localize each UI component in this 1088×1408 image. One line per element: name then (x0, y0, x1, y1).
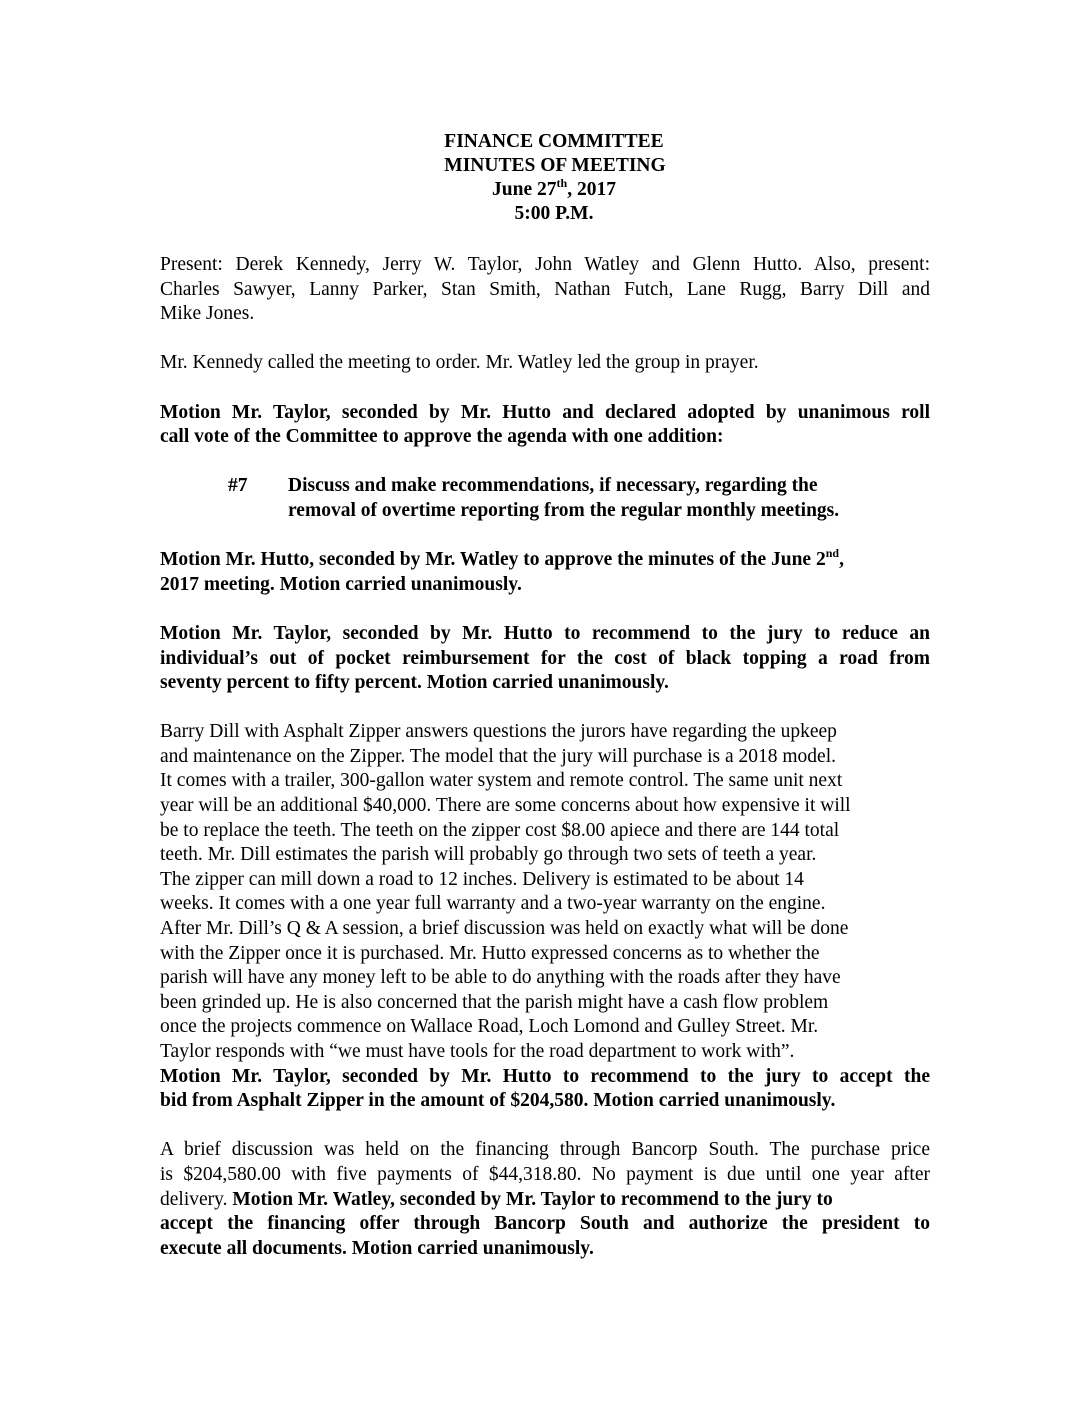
document-heading (160, 130, 930, 226)
committee-title: FINANCE COMMITTEE (444, 131, 664, 152)
zipper-discussion-line: Taylor responds with “we must have tools for the road department to work with”. (160, 1041, 795, 1062)
zipper-discussion-line: with the Zipper once it is purchased. Mr. Hutto expressed concerns as to whether the (160, 942, 820, 964)
financing-line-text: delivery. (160, 1188, 233, 1210)
minutes-page (160, 130, 930, 1286)
meeting-date (169, 178, 939, 202)
agenda-item-number: #7 (228, 475, 248, 497)
meeting-time: 5:00 P.M. (514, 203, 594, 224)
financing-line: A brief discussion was held on the financing through Bancorp South. The purchase price (160, 1139, 930, 1161)
minutes-motion-suffix: nd (825, 546, 840, 561)
financing-line (160, 1188, 930, 1213)
reimbursement-motion-line: seventy percent to fifty percent. Motion carried unanimously. (160, 672, 669, 694)
agenda-motion-paragraph (160, 401, 930, 450)
financing-motion-line: accept the financing offer through Bancorp South and authorize the president to (160, 1213, 930, 1235)
minutes-motion-comma: , (839, 549, 844, 571)
zipper-discussion-line: be to replace the teeth. The teeth on the zipper cost $8.00 apiece and there are 144 total (160, 819, 840, 841)
agenda-item-line: removal of overtime reporting from the regular monthly meetings. (288, 499, 840, 521)
financing-motion-text: Motion Mr. Watley, seconded by Mr. Taylor to recommend to the jury to (232, 1188, 833, 1210)
minutes-motion-line (160, 548, 930, 573)
zipper-discussion-line: After Mr. Dill’s Q & A session, a brief discussion was held on exactly what will be done (160, 918, 849, 940)
agenda-item-line: Discuss and make recommendations, if necessary, regarding the (288, 475, 818, 497)
zipper-discussion-line: been grinded up. He is also concerned that the parish might have a cash flow problem (160, 991, 829, 1013)
zipper-discussion-line: year will be an additional $40,000. There are some concerns about how expensive it will (160, 795, 851, 817)
attendance-line: Mike Jones. (160, 303, 255, 325)
meeting-date-suffix: th (556, 176, 568, 190)
minutes-approval-motion (160, 548, 930, 597)
attendance-paragraph (160, 253, 930, 327)
minutes-motion-text: Motion Mr. Hutto, seconded by Mr. Watley to approve the minutes of the June 2 (160, 549, 826, 571)
zipper-discussion-line: It comes with a trailer, 300-gallon water system and remote control. The same unit next (160, 770, 843, 792)
zipper-bid-motion-line: Motion Mr. Taylor, seconded by Mr. Hutto to recommend to the jury to accept the (160, 1065, 930, 1087)
zipper-bid-motion-line: bid from Asphalt Zipper in the amount of $204,580. Motion carried unanimously. (160, 1090, 836, 1112)
zipper-discussion-line: The zipper can mill down a road to 12 inches. Delivery is estimated to be about 14 (160, 868, 804, 890)
reimbursement-motion-line: individual’s out of pocket reimbursement for the cost of black topping a road from (160, 647, 930, 669)
reimbursement-motion-line: Motion Mr. Taylor, seconded by Mr. Hutto to recommend to the jury to reduce an (160, 622, 930, 644)
attendance-line: Present: Derek Kennedy, Jerry W. Taylor, John Watley and Glenn Hutto. Also, present: (160, 254, 930, 275)
zipper-discussion-paragraph (160, 720, 930, 1114)
minutes-motion-line: 2017 meeting. Motion carried unanimously. (160, 573, 522, 595)
zipper-discussion-line: weeks. It comes with a one year full warranty and a two-year warranty on the engine. (160, 893, 826, 915)
zipper-discussion-line: once the projects commence on Wallace Road, Loch Lomond and Gulley Street. Mr. (160, 1016, 819, 1038)
zipper-discussion-line: and maintenance on the Zipper. The model that the jury will purchase is a 2018 model. (160, 745, 836, 767)
agenda-addition-item (228, 474, 930, 523)
meeting-date-year: , 2017 (567, 179, 616, 200)
reimbursement-motion (160, 622, 930, 696)
agenda-motion-line: call vote of the Committee to approve the agenda with one addition: (160, 426, 724, 448)
attendance-line: Charles Sawyer, Lanny Parker, Stan Smith, Nathan Futch, Lane Rugg, Barry Dill and (160, 278, 930, 300)
financing-paragraph (160, 1138, 930, 1261)
financing-line: is $204,580.00 with five payments of $44,318.80. No payment is due until one year after (160, 1163, 930, 1185)
minutes-title: MINUTES OF MEETING (444, 155, 666, 176)
call-to-order-paragraph: Mr. Kennedy called the meeting to order. Mr. Watley led the group in prayer. (160, 352, 759, 374)
zipper-discussion-line: Barry Dill with Asphalt Zipper answers questions the jurors have regarding the upkeep (160, 721, 837, 743)
financing-motion-line: execute all documents. Motion carried unanimously. (160, 1237, 594, 1259)
agenda-motion-line: Motion Mr. Taylor, seconded by Mr. Hutto and declared adopted by unanimous roll (160, 401, 930, 423)
agenda-item-text (288, 474, 930, 523)
zipper-discussion-line: teeth. Mr. Dill estimates the parish will probably go through two sets of teeth a year. (160, 844, 817, 866)
zipper-discussion-line: parish will have any money left to be able to do anything with the roads after they have (160, 967, 841, 989)
meeting-date-main: June 27 (492, 179, 557, 200)
